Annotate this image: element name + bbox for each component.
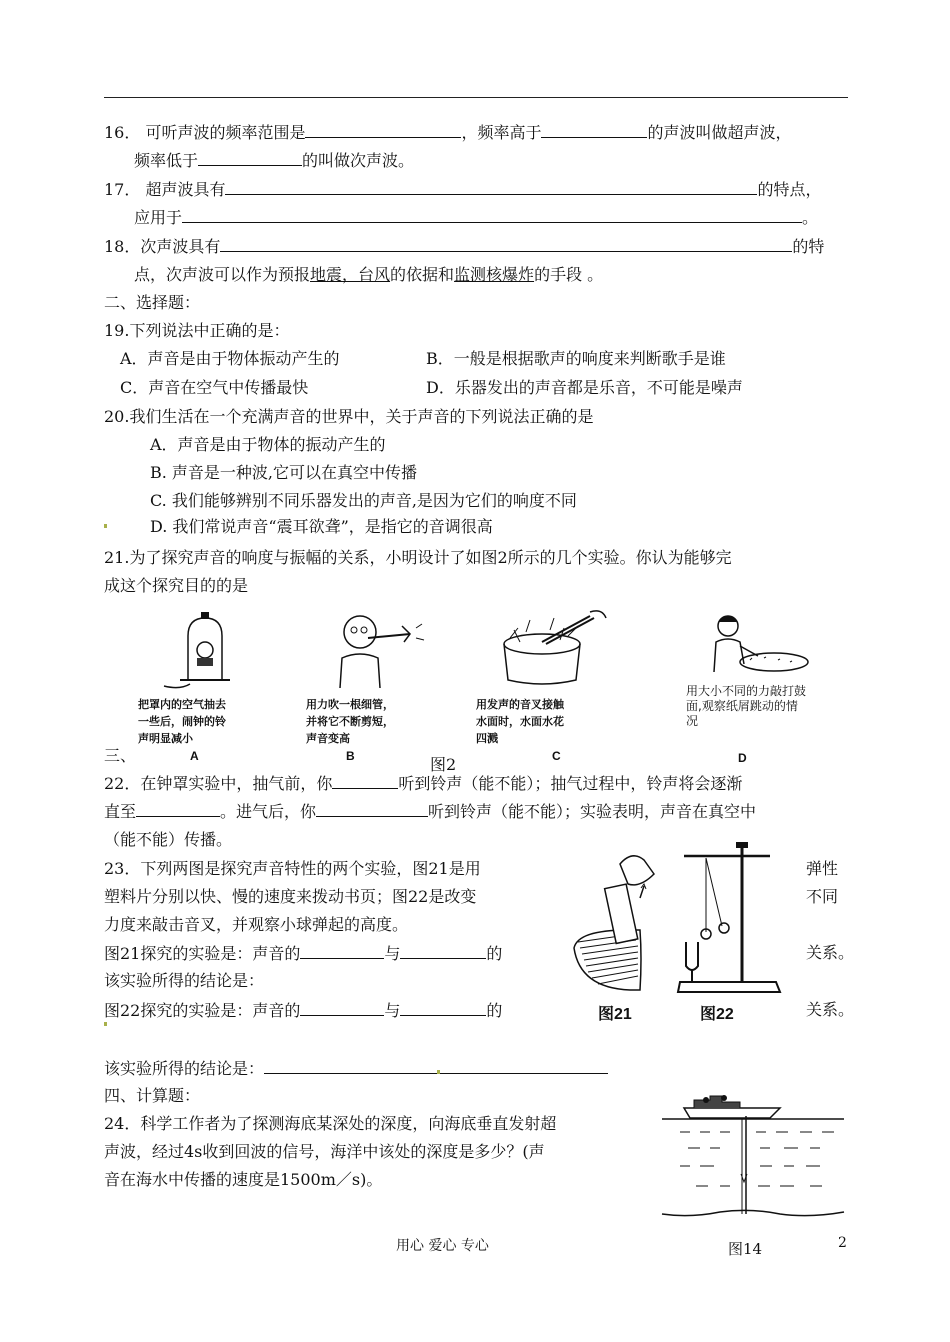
q22-line1: 22．在钟罩实验中，抽气前，你 听到铃声（能不能）；抽气过程中，铃声将会逐渐 bbox=[104, 774, 743, 793]
artifact-dot bbox=[104, 1022, 107, 1026]
blank[interactable] bbox=[332, 772, 398, 789]
q23-line5: 该实验所得的结论是： bbox=[104, 971, 265, 990]
q23-line1: 23．下列两图是探究声音特性的两个实验，图21是用 bbox=[104, 859, 481, 878]
blank[interactable] bbox=[136, 800, 220, 817]
option-letter-b: B bbox=[346, 749, 355, 763]
caption-c: 用发声的音叉接触 水面时，水面水花 四溅 bbox=[476, 698, 564, 745]
q20-option-c[interactable]: C. 我们能够辨别不同乐器发出的声音,是因为它们的响度不同 bbox=[150, 491, 577, 510]
caption-a: 把罩内的空气抽去 一些后，闹钟的铃 声明显减小 bbox=[138, 698, 226, 745]
q18-line2: 点，次声波可以作为预报地震，台风的依据和监测核爆炸的手段 。 bbox=[134, 265, 604, 284]
q17-line1: 17． 超声波具有 的特点， bbox=[104, 180, 822, 199]
figure-14-label: 图14 bbox=[728, 1240, 763, 1258]
caption-b: 用力吹一根细管， 并将它不断剪短， 声音变高 bbox=[306, 698, 394, 745]
blank[interactable] bbox=[182, 206, 802, 223]
artifact-dot bbox=[104, 524, 107, 528]
option-letter-d: D bbox=[738, 751, 747, 765]
footer-motto: 用心 爱心 专心 bbox=[396, 1238, 489, 1254]
q23-line1-right: 弹性 bbox=[806, 859, 839, 878]
option-letter-a: A bbox=[190, 749, 199, 763]
q19-option-b[interactable]: B．一般是根据歌声的响度来判断歌手是谁 bbox=[426, 349, 726, 368]
figure-22-label: 图22 bbox=[700, 1006, 734, 1023]
blank[interactable] bbox=[400, 999, 486, 1016]
option-letter-c: C bbox=[552, 749, 561, 763]
blank[interactable] bbox=[316, 800, 428, 817]
q16-line2: 频率低于 的叫做次声波。 bbox=[134, 151, 415, 170]
q20-option-b[interactable]: B. 声音是一种波,它可以在真空中传播 bbox=[150, 463, 418, 482]
q19-option-a[interactable]: A．声音是由于物体振动产生的 bbox=[120, 349, 340, 368]
q23-line4: 图21探究的实验是：声音的 与 的 bbox=[104, 944, 503, 963]
q24-line3: 音在海水中传播的速度是1500m／s)。 bbox=[104, 1170, 383, 1189]
section-2-title: 二、选择题： bbox=[104, 293, 201, 312]
q18-line1: 18．次声波具有 的特 bbox=[104, 237, 825, 256]
tuning-fork-pendulum-stand-illustration bbox=[676, 838, 786, 998]
q17-line2: 应用于 。 bbox=[134, 208, 819, 227]
blank[interactable] bbox=[225, 178, 757, 195]
q21-line2: 成这个探究目的的是 bbox=[104, 576, 249, 595]
q22-line3: （能不能）传播。 bbox=[104, 830, 233, 849]
figure-21-label: 图21 bbox=[598, 1006, 632, 1023]
bell-jar-pump-illustration bbox=[150, 610, 260, 690]
q20-option-a[interactable]: A．声音是由于物体的振动产生的 bbox=[150, 435, 386, 454]
q19-option-c[interactable]: C．声音在空气中传播最快 bbox=[120, 378, 309, 397]
page-number: 2 bbox=[838, 1235, 847, 1251]
blank[interactable] bbox=[300, 999, 384, 1016]
q19-stem: 19.下列说法中正确的是： bbox=[104, 321, 290, 340]
tuning-fork-water-illustration bbox=[490, 608, 610, 688]
q21-line1: 21.为了探究声音的响度与振幅的关系，小明设计了如图2所示的几个实验。你认为能够完 bbox=[104, 548, 732, 567]
q23-line3: 力度来敲击音叉，并观察小球弹起的高度。 bbox=[104, 915, 409, 934]
blank[interactable] bbox=[400, 942, 486, 959]
drum-striking-illustration bbox=[700, 610, 810, 682]
blank[interactable] bbox=[300, 942, 384, 959]
q20-option-d[interactable]: D. 我们常说声音“震耳欲聋”，是指它的音调很高 bbox=[150, 517, 493, 536]
header-rule bbox=[104, 97, 848, 98]
q23-line2: 塑料片分别以快、慢的速度来拨动书页；图22是改变 bbox=[104, 887, 477, 906]
q23-line7: 该实验所得的结论是： bbox=[104, 1057, 608, 1080]
ship-sonar-illustration bbox=[660, 1086, 846, 1222]
q23-line6-right: 关系。 bbox=[806, 1000, 855, 1019]
q23-line6: 图22探究的实验是：声音的 与 的 bbox=[104, 1001, 503, 1020]
q23-line4-right: 关系。 bbox=[806, 943, 855, 962]
blank[interactable] bbox=[541, 121, 647, 138]
q16-line1: 16． 可听声波的频率范围是 ，频率高于 的声波叫做超声波， bbox=[104, 123, 792, 142]
q24-line2: 声波，经过4s收到回波的信号，海洋中该处的深度是多少？(声 bbox=[104, 1142, 545, 1161]
blowing-tube-illustration bbox=[318, 606, 428, 688]
artifact-dot bbox=[437, 1070, 440, 1074]
section-4-title: 四、计算题： bbox=[104, 1086, 201, 1105]
q22-line2: 直至 。进气后，你 听到铃声（能不能）；实验表明，声音在真空中 bbox=[104, 802, 757, 821]
blank[interactable] bbox=[305, 121, 461, 138]
q20-stem: 20.我们生活在一个充满声音的世界中，关于声音的下列说法正确的是 bbox=[104, 407, 594, 426]
book-pages-plastic-strip-illustration bbox=[570, 838, 690, 998]
caption-d: 用大小不同的力敲打鼓 面,观察纸屑跳动的情 况 bbox=[686, 684, 807, 728]
section-3-title: 三、 bbox=[104, 746, 137, 765]
q19-option-d[interactable]: D．乐器发出的声音都是乐音，不可能是噪声 bbox=[426, 378, 743, 397]
q23-line2-right: 不同 bbox=[806, 887, 839, 906]
blank[interactable] bbox=[220, 235, 792, 252]
q24-line1: 24．科学工作者为了探测海底某深处的深度，向海底垂直发射超 bbox=[104, 1114, 557, 1133]
figure-2-label: 图2 bbox=[430, 755, 457, 774]
blank[interactable] bbox=[198, 149, 302, 166]
